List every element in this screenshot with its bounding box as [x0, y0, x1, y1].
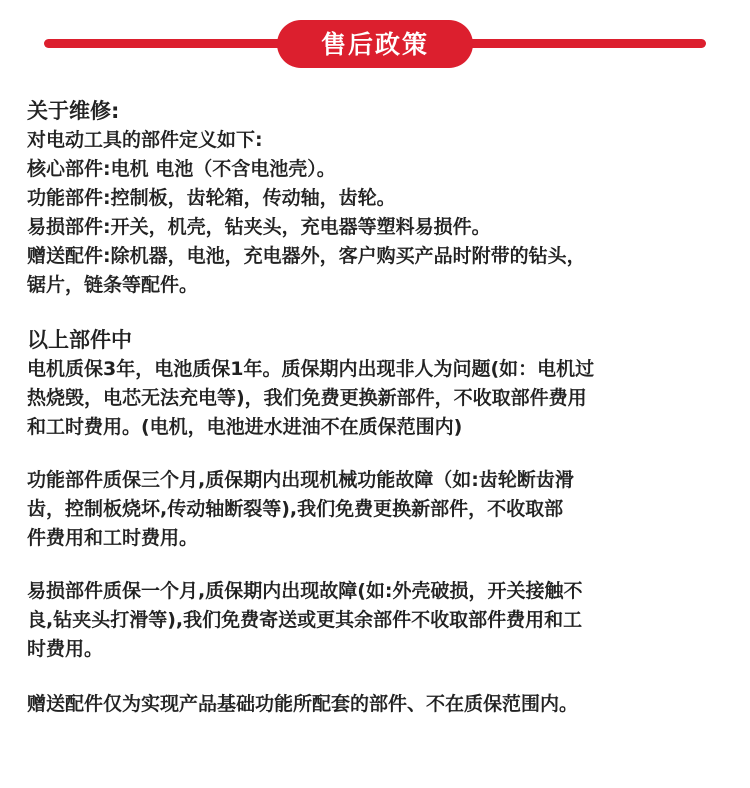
wear-line: 时费用。 — [27, 638, 104, 660]
parts-section — [27, 326, 727, 442]
parts-heading: 以上部件中 — [27, 328, 132, 352]
repair-line: 锯片，链条等配件。 — [27, 274, 199, 296]
repair-line: 对电动工具的部件定义如下: — [27, 129, 263, 151]
parts-line: 电机质保3年，电池质保1年。质保期内出现非人为问题(如：电机过 — [27, 358, 595, 380]
section-gap — [27, 664, 727, 690]
repair-line: 易损部件:开关，机壳，钻夹头，充电器等塑料易损件。 — [27, 216, 491, 238]
wear-line: 良,钻夹头打滑等),我们免费寄送或更其余部件不收取部件费用和工 — [27, 609, 583, 631]
page-title: 售后政策 — [277, 20, 473, 68]
functional-line: 齿，控制板烧坏,传动轴断裂等),我们免费更换新部件，不收取部 — [27, 498, 564, 520]
section-gap — [27, 300, 727, 326]
functional-section — [27, 466, 727, 553]
parts-line: 热烧毁，电芯无法充电等)，我们免费更换新部件，不收取部件费用 — [27, 387, 587, 409]
policy-content — [27, 97, 727, 719]
gift-line: 赠送配件仅为实现产品基础功能所配套的部件、不在质保范围内。 — [27, 693, 579, 715]
section-gap — [27, 553, 727, 577]
wear-section — [27, 577, 727, 664]
functional-line: 功能部件质保三个月,质保期内出现机械功能故障（如:齿轮断齿滑 — [27, 469, 574, 491]
wear-line: 易损部件质保一个月,质保期内出现故障(如:外壳破损，开关接触不 — [27, 580, 583, 602]
repair-section — [27, 97, 727, 300]
functional-line: 件费用和工时费用。 — [27, 527, 199, 549]
repair-line: 赠送配件:除机器，电池，充电器外，客户购买产品时附带的钻头， — [27, 245, 586, 267]
section-gap — [27, 442, 727, 466]
repair-line: 功能部件:控制板，齿轮箱，传动轴，齿轮。 — [27, 187, 396, 209]
section-header — [0, 0, 750, 80]
repair-line: 核心部件:电机 电池（不含电池壳）。 — [27, 158, 336, 180]
repair-heading: 关于维修: — [27, 99, 120, 123]
gift-section — [27, 690, 727, 719]
parts-line: 和工时费用。(电机，电池进水进油不在质保范围内) — [27, 416, 463, 438]
